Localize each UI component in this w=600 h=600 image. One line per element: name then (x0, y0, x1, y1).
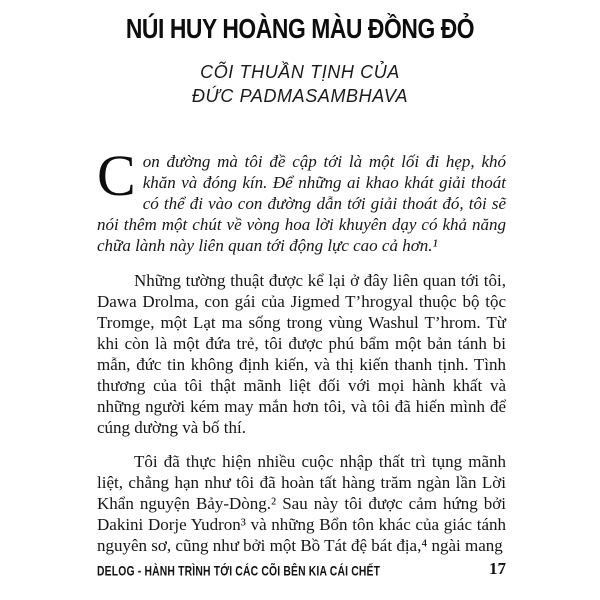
paragraph-opening-text: on đường mà tôi đề cập tới là một lối đi hẹp, khó khăn và đóng kín. Để những ai khao khát giải thoát có thể đi vào con đường dẫn tới giải thoát đó, tôi sẽ nói thêm một chút về vòng hoa lời khuyên dạy có khả năng chữa lành này liên quan tới động lực cao cả hơn.¹ (97, 152, 506, 255)
page-footer (97, 559, 506, 579)
chapter-title: NÚI HUY HOÀNG MÀU ĐỒNG ĐỎ (125, 12, 475, 45)
paragraph: Những tường thuật được kể lại ở đây liên quan tới tôi, Dawa Drolma, con gái của Jigmed T’hrogyal thuộc bộ tộc Tromge, một Lạt ma sống trong vùng Washul T’hrom. Từ khi còn là một đứa trẻ, tôi được phú bẩm một bản tánh bi mẫn, đức tin không định kiến, và thị kiến thanh tịnh. Tình thương của tôi thật mãnh liệt đối với mọi hành khất và những người kém may mắn hơn tôi, và tôi đã hiến mình để cúng dường và bố thí. (97, 271, 506, 437)
chapter-subtitle-line-1: CÕI THUẦN TỊNH CỦA (200, 62, 400, 82)
paragraph-opening (97, 143, 506, 256)
page-number: 17 (489, 559, 506, 578)
body-text (97, 143, 506, 569)
paragraph: Tôi đã thực hiện nhiều cuộc nhập thất trì tụng mãnh liệt, chẳng hạn như tôi đã hoàn tất hàng trăm ngàn lần Lời Khẩn nguyện Bảy-Dòng.² Sau này tôi được cảm hứng bởi Dakini Dorje Yudron³ và những Bổn tôn khác của giác tánh nguyên sơ, cũng như bởi một Bồ Tát đệ bát địa,⁴ ngài mang (97, 452, 506, 555)
chapter-subtitle-line-2: ĐỨC PADMASAMBHAVA (191, 86, 409, 106)
running-footer-book-title: DELOG - HÀNH TRÌNH TỚI CÁC CÕI BÊN KIA CÁI CHẾT (97, 564, 381, 579)
drop-cap: C (97, 143, 136, 208)
chapter-subtitle (0, 60, 600, 108)
